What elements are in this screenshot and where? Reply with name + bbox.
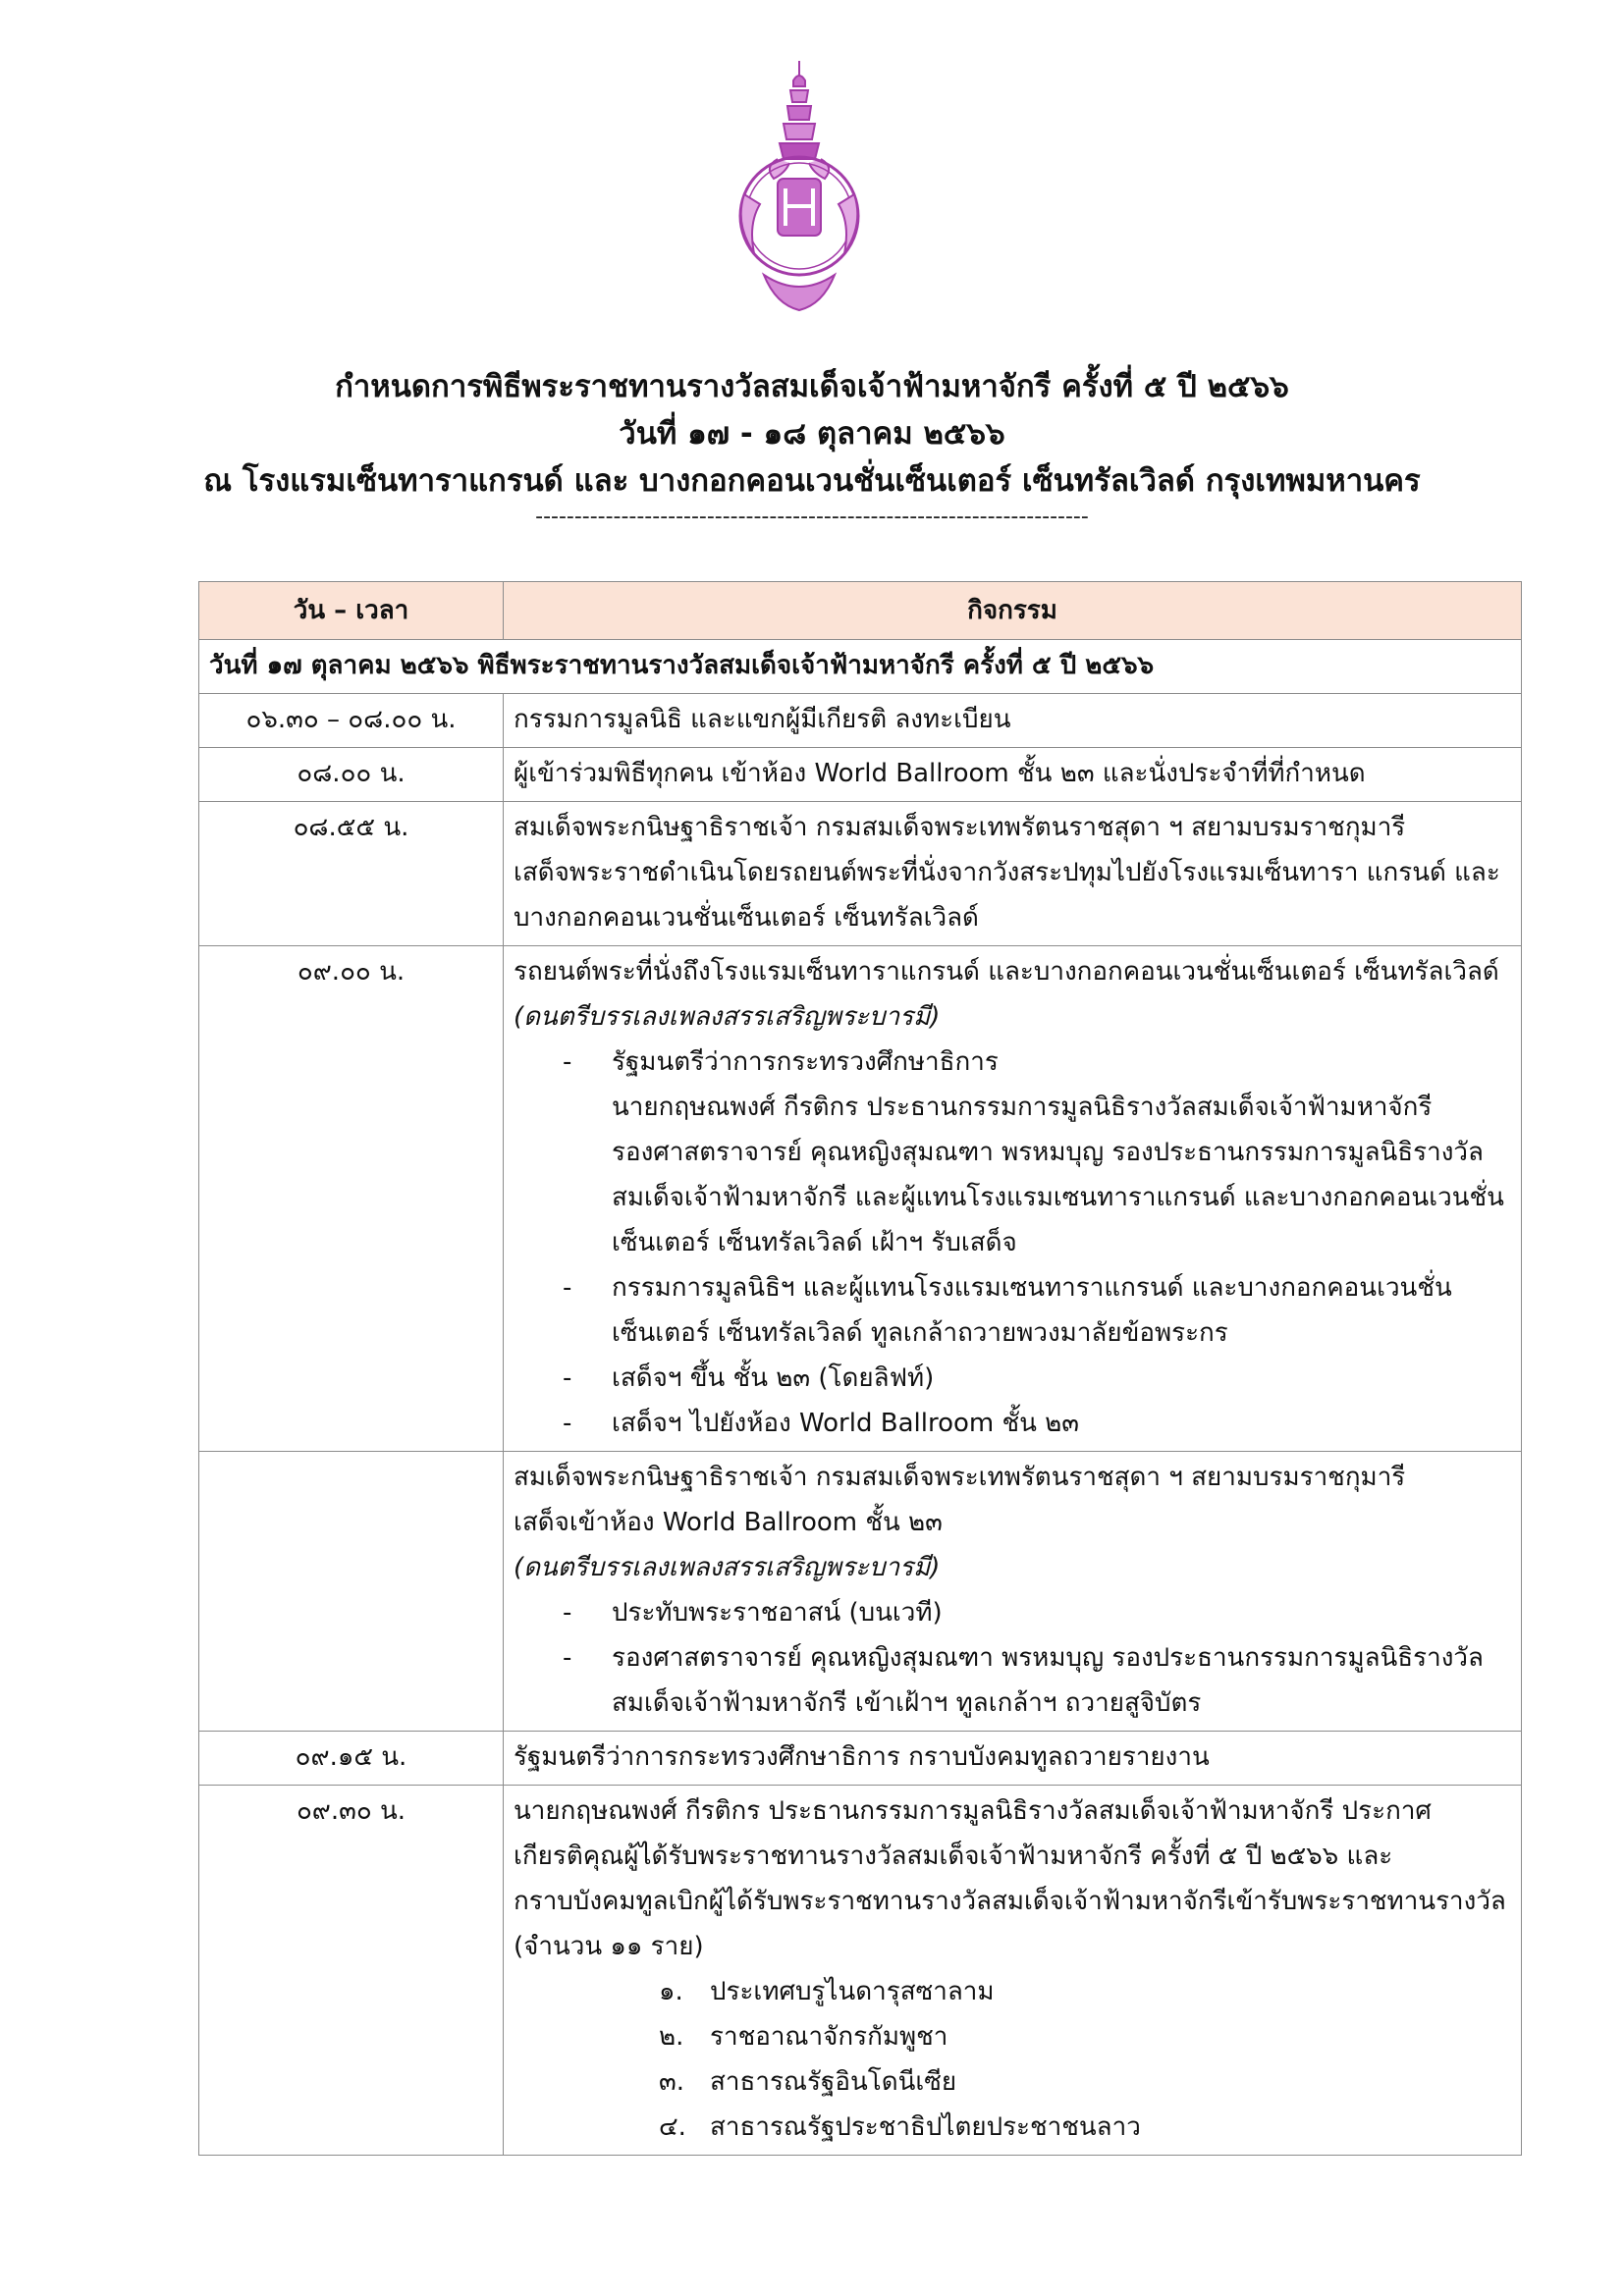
schedule-table — [198, 581, 1522, 2156]
table-row — [199, 694, 1522, 748]
bullet-item — [514, 1635, 1511, 1681]
bullet-item — [514, 1681, 1511, 1726]
table-row — [199, 946, 1522, 1452]
table-row — [199, 1786, 1522, 2156]
table-row — [199, 802, 1522, 946]
table-row — [199, 1732, 1522, 1786]
bullet-text: เสด็จฯ ขึ้น ชั้น ๒๓ (โดยลิฟท์) — [612, 1363, 935, 1393]
item-country: สาธารณรัฐอินโดนีเซีย — [710, 2067, 957, 2097]
bullet-item — [514, 1265, 1511, 1310]
bullet-text: เสด็จฯ ไปยังห้อง World Ballroom ชั้น ๒๓ — [612, 1409, 1080, 1438]
divider-rule: ----------------------------------------------------------------------- — [535, 505, 1089, 529]
music-note: (ดนตรีบรรเลงเพลงสรรเสริญพระบารมี) — [514, 1553, 941, 1582]
bullet-item — [514, 1590, 1511, 1635]
time-cell: ๐๙.๓๐ น. — [199, 1786, 504, 2156]
bullet-text: รัฐมนตรีว่าการกระทรวงศึกษาธิการ — [612, 1047, 999, 1077]
time-cell: ๐๘.๕๕ น. — [199, 802, 504, 946]
item-number: ๑. — [659, 1977, 683, 2006]
document-title: กำหนดการพิธีพระราชทานรางวัลสมเด็จเจ้าฟ้ามหาจักรี ครั้งที่ ๕ ปี ๒๕๖๖ — [335, 369, 1289, 404]
table-row — [199, 748, 1522, 802]
bullet-text: รองศาสตราจารย์ คุณหญิงสุมณฑา พรหมบุญ รองประธานกรรมการมูลนิธิรางวัล — [612, 1138, 1484, 1167]
activity-line: เสด็จเข้าห้อง World Ballroom ชั้น ๒๓ — [514, 1508, 943, 1537]
activity-line: กราบบังคมทูลเบิกผู้ได้รับพระราชทานรางวัลสมเด็จเจ้าฟ้ามหาจักรีเข้ารับพระราชทานรางวัล — [514, 1887, 1506, 1916]
activity-line: (จำนวน ๑๑ ราย) — [514, 1932, 704, 1961]
bullet-dash: - — [563, 1273, 572, 1303]
time-cell: ๐๘.๐๐ น. — [199, 748, 504, 802]
day-header-cell: วันที่ ๑๗ ตุลาคม ๒๕๖๖ พิธีพระราชทานรางวัลสมเด็จเจ้าฟ้ามหาจักรี ครั้งที่ ๕ ปี ๒๕๖๖ — [199, 640, 1522, 694]
document-venue: ณ โรงแรมเซ็นทาราแกรนด์ และ บางกอกคอนเวนชั่นเซ็นเตอร์ เซ็นทรัลเวิลด์ กรุงเทพมหานคร — [203, 463, 1421, 499]
bullet-item — [514, 1220, 1511, 1265]
bullet-dash — [563, 1310, 612, 1356]
music-note: (ดนตรีบรรเลงเพลงสรรเสริญพระบารมี) — [514, 1002, 941, 1032]
item-country: สาธารณรัฐประชาธิปไตยประชาชนลาว — [710, 2112, 1141, 2142]
bullet-dash — [563, 1175, 612, 1220]
activity-line: เกียรติคุณผู้ได้รับพระราชทานรางวัลสมเด็จเจ้าฟ้ามหาจักรี ครั้งที่ ๕ ปี ๒๕๖๖ และ — [514, 1842, 1393, 1871]
bullet-item — [514, 1130, 1511, 1175]
table-row — [199, 1452, 1522, 1732]
bullet-item — [514, 1175, 1511, 1220]
bullet-dash — [563, 1220, 612, 1265]
bullet-item — [514, 1085, 1511, 1130]
activity-line: สมเด็จพระกนิษฐาธิราชเจ้า กรมสมเด็จพระเทพรัตนราชสุดา ฯ สยามบรมราชกุมารี — [514, 813, 1406, 842]
column-header-activity: กิจกรรม — [504, 582, 1522, 640]
numbered-item — [514, 1969, 1511, 2014]
bullet-dash: - — [563, 1363, 572, 1393]
time-cell: ๐๙.๑๕ น. — [199, 1732, 504, 1786]
bullet-item — [514, 1040, 1511, 1085]
day-header-row — [199, 640, 1522, 694]
activity-cell — [504, 1786, 1522, 2156]
bullet-text: สมเด็จเจ้าฟ้ามหาจักรี เข้าเฝ้าฯ ทูลเกล้าฯ ถวายสูจิบัตร — [612, 1688, 1202, 1718]
time-cell: ๐๖.๓๐ – ๐๘.๐๐ น. — [199, 694, 504, 748]
column-header-time: วัน – เวลา — [199, 582, 504, 640]
activity-line: สมเด็จพระกนิษฐาธิราชเจ้า กรมสมเด็จพระเทพรัตนราชสุดา ฯ สยามบรมราชกุมารี — [514, 1463, 1406, 1492]
time-cell: ๐๙.๐๐ น. — [199, 946, 504, 1452]
item-number: ๔. — [659, 2112, 686, 2142]
item-country: ราชอาณาจักรกัมพูชา — [710, 2022, 948, 2052]
bullet-text: ประทับพระราชอาสน์ (บนเวที) — [612, 1598, 943, 1628]
bullet-item — [514, 1356, 1511, 1401]
bullet-text: รองศาสตราจารย์ คุณหญิงสุมณฑา พรหมบุญ รองประธานกรรมการมูลนิธิรางวัล — [612, 1643, 1484, 1673]
activity-cell — [504, 748, 1522, 802]
numbered-item — [514, 2014, 1511, 2059]
time-cell — [199, 1452, 504, 1732]
activity-line: รถยนต์พระที่นั่งถึงโรงแรมเซ็นทาราแกรนด์ และบางกอกคอนเวนชั่นเซ็นเตอร์ เซ็นทรัลเวิลด์ — [514, 957, 1499, 987]
bullet-item — [514, 1310, 1511, 1356]
item-number: ๓. — [659, 2067, 685, 2097]
numbered-item — [514, 2059, 1511, 2105]
item-number: ๒. — [659, 2022, 684, 2052]
activity-line: กรรมการมูลนิธิ และแขกผู้มีเกียรติ ลงทะเบียน — [514, 705, 1011, 734]
activity-line: ผู้เข้าร่วมพิธีทุกคน เข้าห้อง World Ballroom ชั้น ๒๓ และนั่งประจำที่ที่กำหนด — [514, 759, 1366, 788]
table-header-row — [199, 582, 1522, 640]
foundation-emblem-logo — [734, 57, 864, 314]
bullet-dash — [563, 1085, 612, 1130]
activity-cell — [504, 1452, 1522, 1732]
bullet-dash: - — [563, 1598, 572, 1628]
activity-line: เสด็จพระราชดำเนินโดยรถยนต์พระที่นั่งจากวังสระปทุมไปยังโรงแรมเซ็นทารา แกรนด์ และ — [514, 858, 1500, 887]
activity-cell — [504, 802, 1522, 946]
activity-line: นายกฤษณพงศ์ กีรติกร ประธานกรรมการมูลนิธิรางวัลสมเด็จเจ้าฟ้ามหาจักรี ประกาศ — [514, 1796, 1432, 1826]
bullet-text: สมเด็จเจ้าฟ้ามหาจักรี และผู้แทนโรงแรมเซนทาราแกรนด์ และบางกอกคอนเวนชั่น — [612, 1183, 1504, 1212]
bullet-text: เซ็นเตอร์ เซ็นทรัลเวิลด์ เฝ้าฯ รับเสด็จ — [612, 1228, 1017, 1257]
bullet-item — [514, 1401, 1511, 1446]
bullet-dash: - — [563, 1643, 572, 1673]
bullet-dash — [563, 1681, 612, 1726]
activity-cell — [504, 694, 1522, 748]
numbered-item — [514, 2105, 1511, 2150]
activity-line: รัฐมนตรีว่าการกระทรวงศึกษาธิการ กราบบังคมทูลถวายรายงาน — [514, 1742, 1210, 1772]
bullet-dash: - — [563, 1047, 572, 1077]
bullet-dash — [563, 1130, 612, 1175]
bullet-text: กรรมการมูลนิธิฯ และผู้แทนโรงแรมเซนทาราแกรนด์ และบางกอกคอนเวนชั่น — [612, 1273, 1452, 1303]
bullet-text: เซ็นเตอร์ เซ็นทรัลเวิลด์ ทูลเกล้าถวายพวงมาลัยข้อพระกร — [612, 1318, 1228, 1348]
item-country: ประเทศบรูไนดารุสซาลาม — [710, 1977, 995, 2006]
activity-line: บางกอกคอนเวนชั่นเซ็นเตอร์ เซ็นทรัลเวิลด์ — [514, 903, 979, 933]
activity-cell — [504, 1732, 1522, 1786]
bullet-dash: - — [563, 1409, 572, 1438]
activity-cell — [504, 946, 1522, 1452]
bullet-text: นายกฤษณพงศ์ กีรติกร ประธานกรรมการมูลนิธิรางวัลสมเด็จเจ้าฟ้ามหาจักรี — [612, 1093, 1433, 1122]
document-date: วันที่ ๑๗ - ๑๘ ตุลาคม ๒๕๖๖ — [619, 416, 1005, 452]
